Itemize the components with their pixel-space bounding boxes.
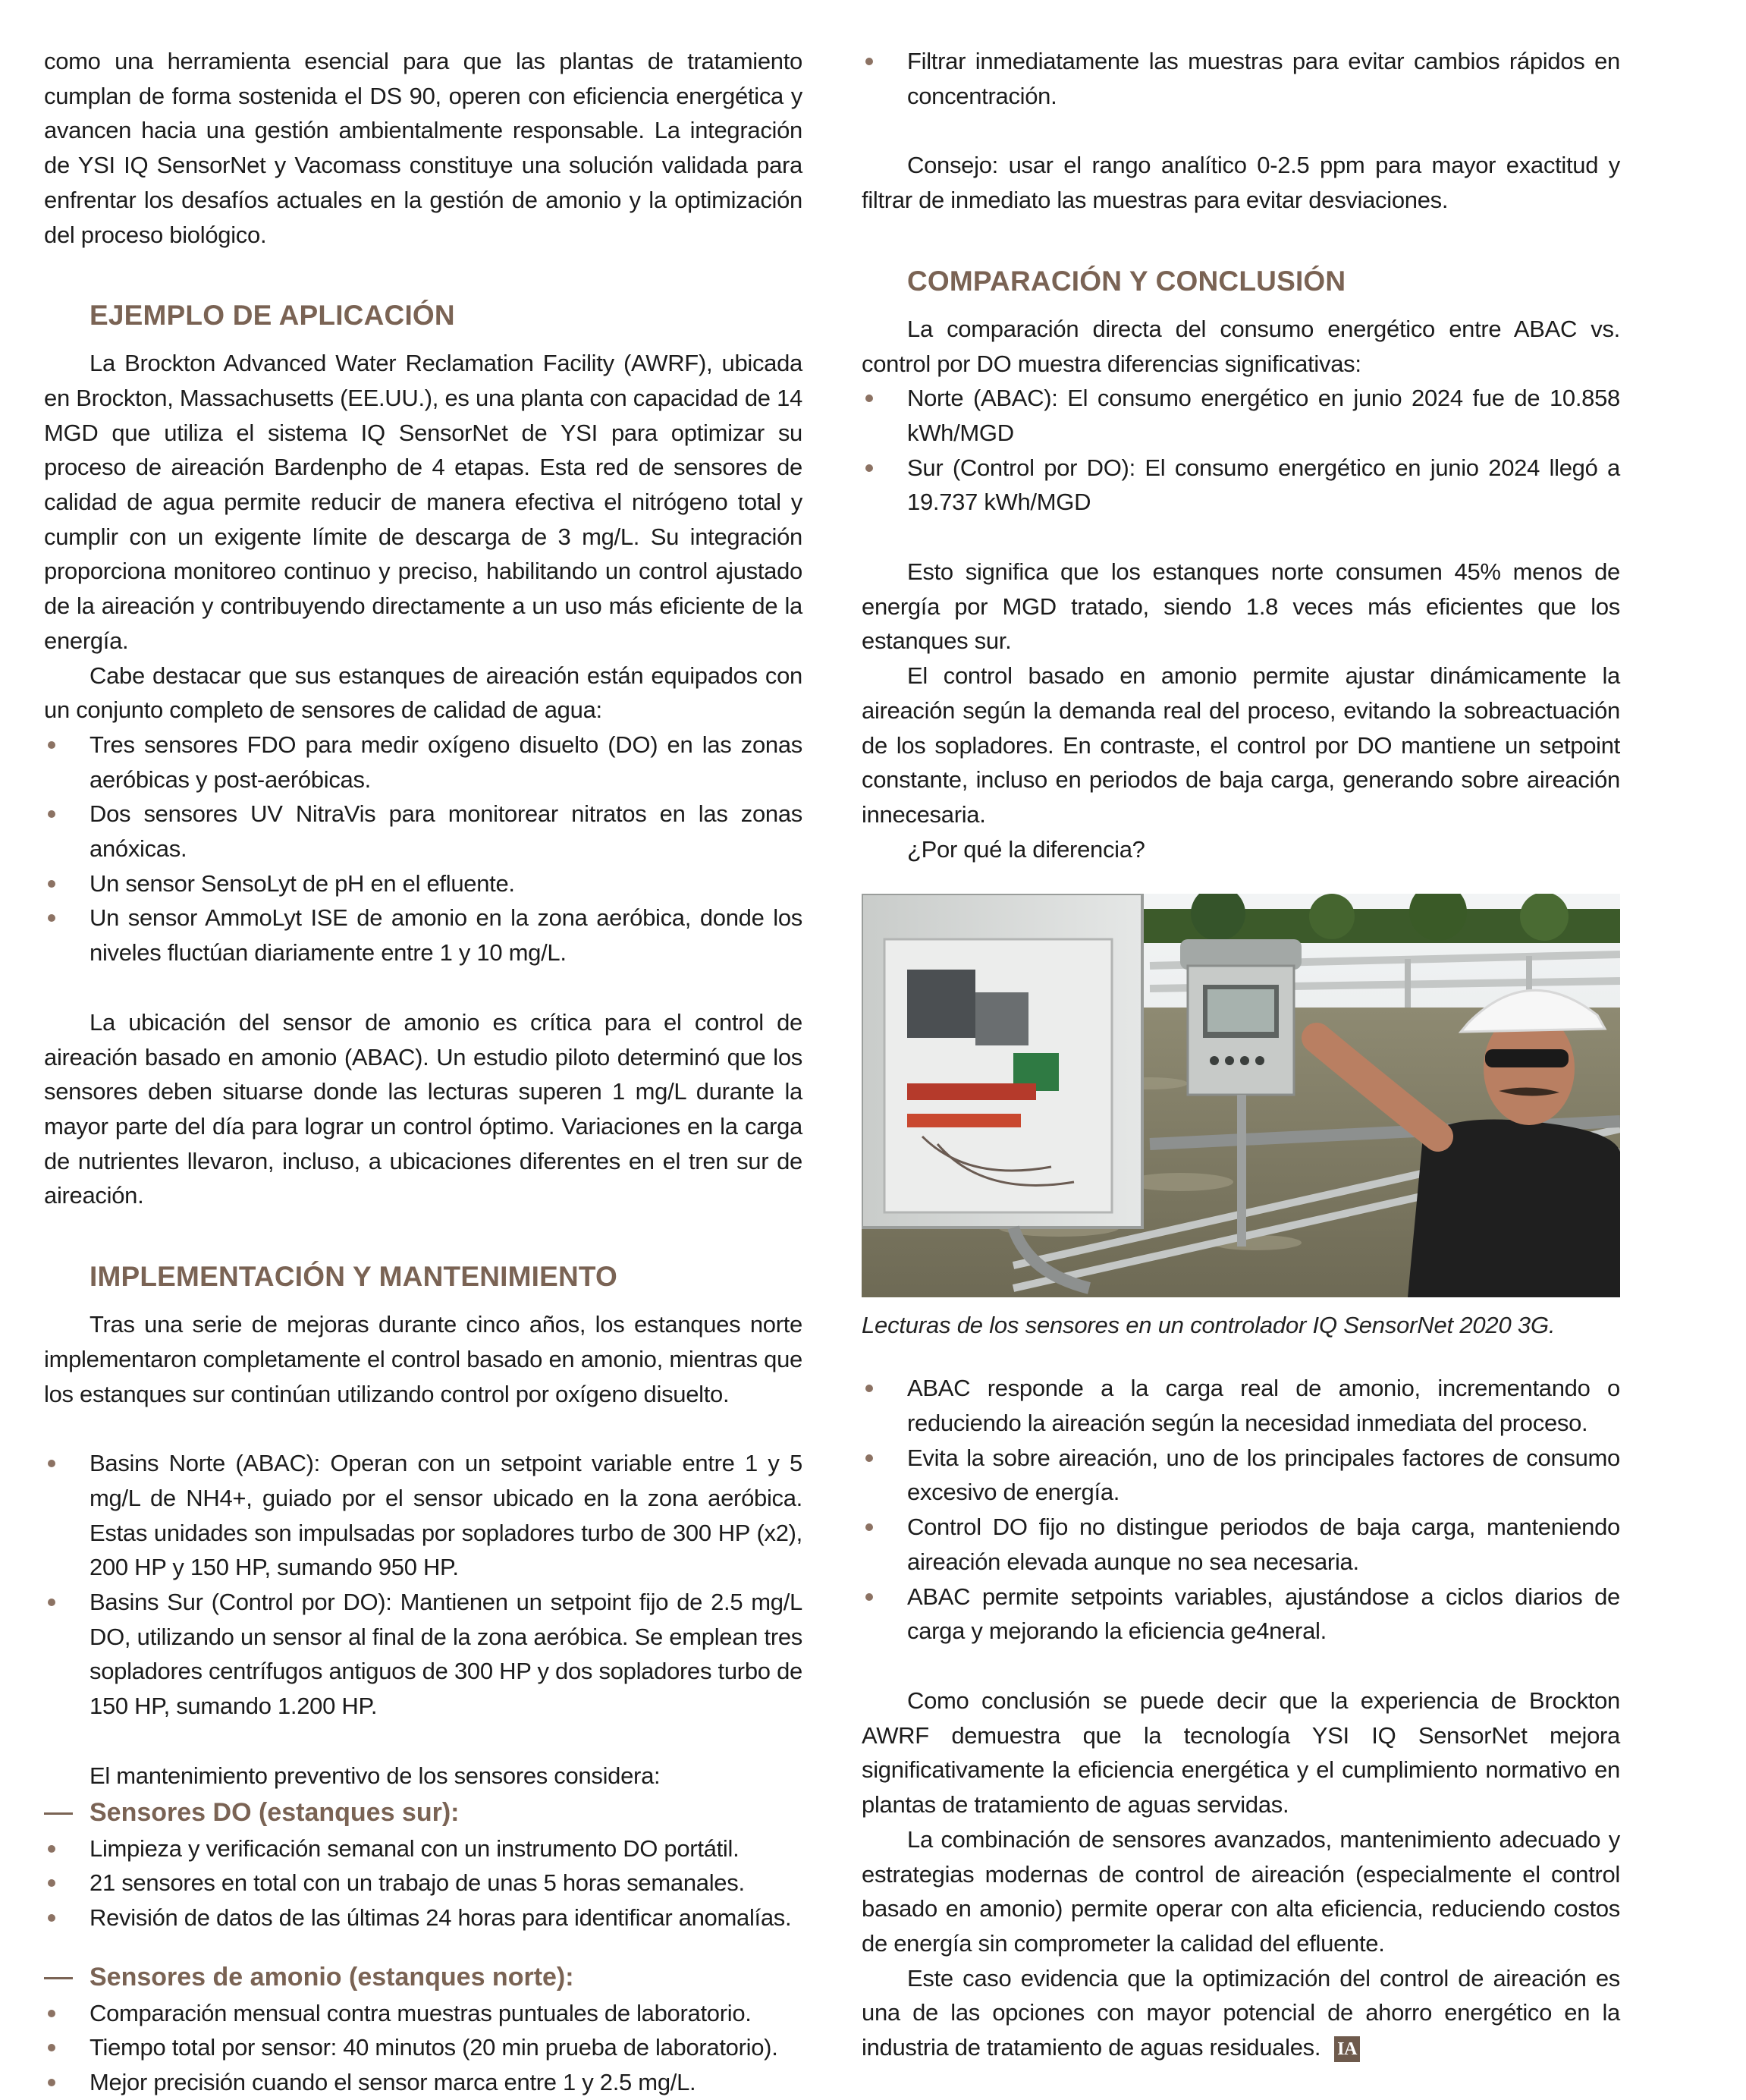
list-item: Revisión de datos de las últimas 24 horas para identificar anomalías. — [44, 1900, 802, 1935]
list-item: Evita la sobre aireación, uno de los principales factores de consumo excesivo de energía. — [862, 1441, 1620, 1510]
ejemplo-paragraph-3: La ubicación del sensor de amonio es crítica para el control de aireación basado en amonio (ABAC). Un estudio piloto determinó que los sensores deben situarse donde las lecturas superen 1 mg/L durante la mayor parte del día para lograr un control óptimo. Variaciones en la carga de nutrientes llevaron, incluso, a ubicaciones diferentes en el tren sur de aireación. — [44, 1008, 802, 1209]
conclusion-paragraph-1: Como conclusión se puede decir que la experiencia de Brockton AWRF demuestra que la tecnología YSI IQ SensorNet mejora significativamente la eficiencia energética y el cumplimiento normativo en plantas de tratamiento de aguas servidas. — [862, 1687, 1620, 1819]
ejemplo-paragraph-1: La Brockton Advanced Water Reclamation Facility (AWRF), ubicada en Brockton, Massachusetts (EE.UU.), es una planta con capacidad de 14 MGD que utiliza el sistema IQ SensorNet de YSI para optimizar su proceso de aireación Bardenpho de 4 etapas. Esta red de sensores de calidad de agua permite reducir de manera efectiva el nitrógeno total y cumplir con un exigente límite de descarga de 3 mg/L. Su integración proporciona monitoreo continuo y preciso, habilitando un control ajustado de la aireación y contribuyendo directamente a un uso más eficiente de la energía. — [44, 350, 802, 654]
heading-ejemplo: EJEMPLO DE APLICACIÓN — [89, 300, 455, 332]
comparacion-paragraph-1: La comparación directa del consumo energético entre ABAC vs. control por DO muestra diferencias significativas: — [862, 315, 1620, 377]
heading-implementacion: IMPLEMENTACIÓN Y MANTENIMIENTO — [89, 1261, 618, 1293]
conclusion-paragraph-2: La combinación de sensores avanzados, mantenimiento adecuado y estrategias modernas de control de aireación (especialmente el control basado en amonio) permite operar con alta eficiencia, reduciendo costos de energía sin comprometer la calidad del efluente. — [862, 1825, 1620, 1957]
reasons-list — [862, 1371, 1620, 1649]
subheading-sensores-amonio: Sensores de amonio (estanques norte): — [44, 1958, 802, 1996]
list-item: Basins Sur (Control por DO): Mantienen un setpoint fijo de 2.5 mg/L DO, utilizando un sensor al final de la zona aeróbica. Se emplean tres sopladores centrífugos antiguos de 300 HP y dos sopladores turbo de 150 HP, sumando 1.200 HP. — [44, 1585, 802, 1724]
list-item: Dos sensores UV NitraVis para monitorear nitratos en las zonas anóxicas. — [44, 797, 802, 866]
amonio-maintenance-list — [44, 1996, 802, 2100]
sensor-list — [44, 728, 802, 970]
list-item: Filtrar inmediatamente las muestras para evitar cambios rápidos en concentración. — [862, 44, 1620, 113]
list-item: Mejor precisión cuando el sensor marca entre 1 y 2.5 mg/L. — [44, 2065, 802, 2100]
conclusion-paragraph-3-text: Este caso evidencia que la optimización del control de aireación es una de las opciones con mayor potencial de ahorro energético en la industria de tratamiento de aguas residuales. — [862, 1964, 1620, 2061]
list-item: Sur (Control por DO): El consumo energético en junio 2024 llegó a 19.737 kWh/MGD — [862, 451, 1620, 520]
ejemplo-paragraph-2: Cabe destacar que sus estanques de aireación están equipados con un conjunto completo de sensores de calidad de agua: — [44, 662, 802, 724]
list-item: 21 sensores en total con un trabajo de unas 5 horas semanales. — [44, 1866, 802, 1900]
left-column — [44, 44, 802, 2100]
comparacion-paragraph-4: ¿Por qué la diferencia? — [907, 835, 1145, 863]
consumption-list — [862, 381, 1620, 520]
subheading-sensores-do: Sensores DO (estanques sur): — [44, 1793, 802, 1831]
conclusion-paragraph-3 — [862, 1961, 1620, 2065]
list-item: ABAC permite setpoints variables, ajustándose a ciclos diarios de carga y mejorando la eficiencia ge4neral. — [862, 1580, 1620, 1649]
heading-comparacion: COMPARACIÓN Y CONCLUSIÓN — [907, 265, 1346, 297]
list-item: Limpieza y verificación semanal con un instrumento DO portátil. — [44, 1831, 802, 1866]
comparacion-paragraph-3: El control basado en amonio permite ajustar dinámicamente la aireación según la demanda real del proceso, evitando la sobreactuación de los sopladores. En contraste, el control por DO mantiene un setpoint constante, incluso en periodos de baja carga, generando sobre aireación innecesaria. — [862, 662, 1620, 828]
right-column — [862, 44, 1620, 2065]
photo-caption: Lecturas de los sensores en un controlador IQ SensorNet 2020 3G. — [862, 1312, 1556, 1339]
comparacion-paragraph-2: Esto significa que los estanques norte consumen 45% menos de energía por MGD tratado, siendo 1.8 veces más eficientes que los estanques sur. — [862, 558, 1620, 655]
controller-photo — [862, 894, 1620, 1297]
do-maintenance-list — [44, 1831, 802, 1935]
filter-list — [862, 44, 1620, 113]
list-item: Comparación mensual contra muestras puntuales de laboratorio. — [44, 1996, 802, 2031]
list-item: Control DO fijo no distingue periodos de baja carga, manteniendo aireación elevada aunque no sea necesaria. — [862, 1510, 1620, 1579]
intro-paragraph: como una herramienta esencial para que las plantas de tratamiento cumplan de forma sostenida el DS 90, operen con eficiencia energética y avancen hacia una gestión ambientalmente responsable. La integración de YSI IQ SensorNet y Vacomass constituye una solución validada para enfrentar los desafíos actuales en la gestión de amonio y la optimización del proceso biológico. — [44, 48, 802, 248]
implementacion-paragraph-2: El mantenimiento preventivo de los sensores considera: — [89, 1762, 661, 1789]
list-item: Norte (ABAC): El consumo energético en junio 2024 fue de 10.858 kWh/MGD — [862, 381, 1620, 450]
basins-list — [44, 1446, 802, 1724]
implementacion-paragraph-1: Tras una serie de mejoras durante cinco años, los estanques norte implementaron completamente el control basado en amonio, mientras que los estanques sur continúan utilizando control por oxígeno disuelto. — [44, 1311, 802, 1407]
consejo-paragraph: Consejo: usar el rango analítico 0-2.5 ppm para mayor exactitud y filtrar de inmediato las muestras para evitar desviaciones. — [862, 152, 1620, 214]
list-item: Un sensor SensoLyt de pH en el efluente. — [44, 866, 802, 901]
list-item: Tiempo total por sensor: 40 minutos (20 min prueba de laboratorio). — [44, 2030, 802, 2065]
list-item: ABAC responde a la carga real de amonio, incrementando o reduciendo la aireación según la necesidad inmediata del proceso. — [862, 1371, 1620, 1440]
list-item: Un sensor AmmoLyt ISE de amonio en la zona aeróbica, donde los niveles fluctúan diariamente entre 1 y 10 mg/L. — [44, 901, 802, 970]
end-mark-icon: IA — [1334, 2036, 1360, 2062]
list-item: Basins Norte (ABAC): Operan con un setpoint variable entre 1 y 5 mg/L de NH4+, guiado por el sensor ubicado en la zona aeróbica. Estas unidades son impulsadas por sopladores turbo de 300 HP (x2), 200 HP y 150 HP, sumando 950 HP. — [44, 1446, 802, 1585]
list-item: Tres sensores FDO para medir oxígeno disuelto (DO) en las zonas aeróbicas y post-aeróbicas. — [44, 728, 802, 797]
